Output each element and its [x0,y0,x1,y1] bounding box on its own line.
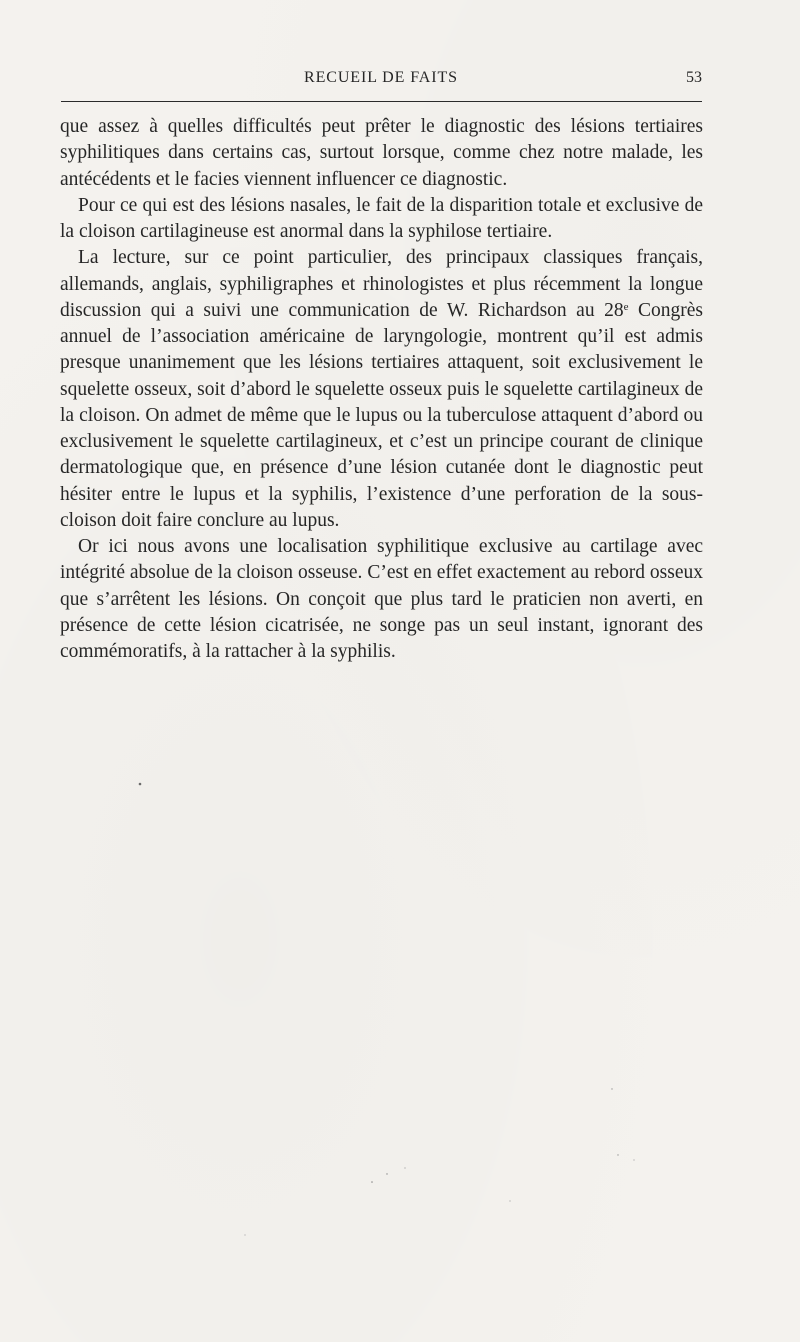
body-text [60,114,703,665]
paragraph-2: Pour ce qui est des lésions nasales, le fait de la disparition totale et exclusive de la cloison cartilagineuse est anormal dans la syphilose tertiaire. [60,194,703,242]
running-head [60,68,702,92]
paragraph-1: que assez à quelles difficultés peut prêter le diagnostic des lésions tertiaires syphilitiques dans certains cas, surtout lorsque, comme chez notre malade, les antécédents et le facies viennent influencer ce diagnostic. [60,116,703,190]
paragraph-3-text-b: Congrès annuel de l’association américaine de laryngologie, montrent qu’il est admis presque unanimement que les lésions tertiaires attaquent, soit exclusivement le squelette osseux, soit d’abord le squelette osseux puis le squelette cartilagineux de la cloison. On admet de même que le lupus ou la tuberculose attaquent d’abord ou exclusivement le squelette cartilagineux, et c’est un principe courant de clinique dermatologique que, en présence d’une lésion cutanée dont le diagnostic peut hésiter entre le lupus et la syphilis, l’existence d’une perforation de la sous-cloison doit faire conclure au lupus. [60,299,703,531]
ordinal-superscript: e [623,300,629,313]
header-rule [61,101,702,102]
paragraph-3 [60,245,703,534]
paragraph-3-text-a: La lecture, sur ce point particulier, des principaux classiques français, allemands, anglais, syphiligraphes et rhinologistes et plus récemment la longue discussion qui a suivi une communication de W. Richardson au 28 [60,247,703,321]
paragraph-4: Or ici nous avons une localisation syphilitique exclusive au cartilage avec intégrité absolue de la cloison osseuse. C’est en effet exactement au rebord osseux que s’arrêtent les lésions. On conçoit que plus tard le praticien non averti, en présence de cette lésion cicatrisée, ne songe pas un seul instant, ignorant des commémoratifs, à la rattacher à la syphilis. [60,536,703,662]
page-number: 53 [686,69,702,86]
running-title: RECUEIL DE FAITS [304,69,458,86]
